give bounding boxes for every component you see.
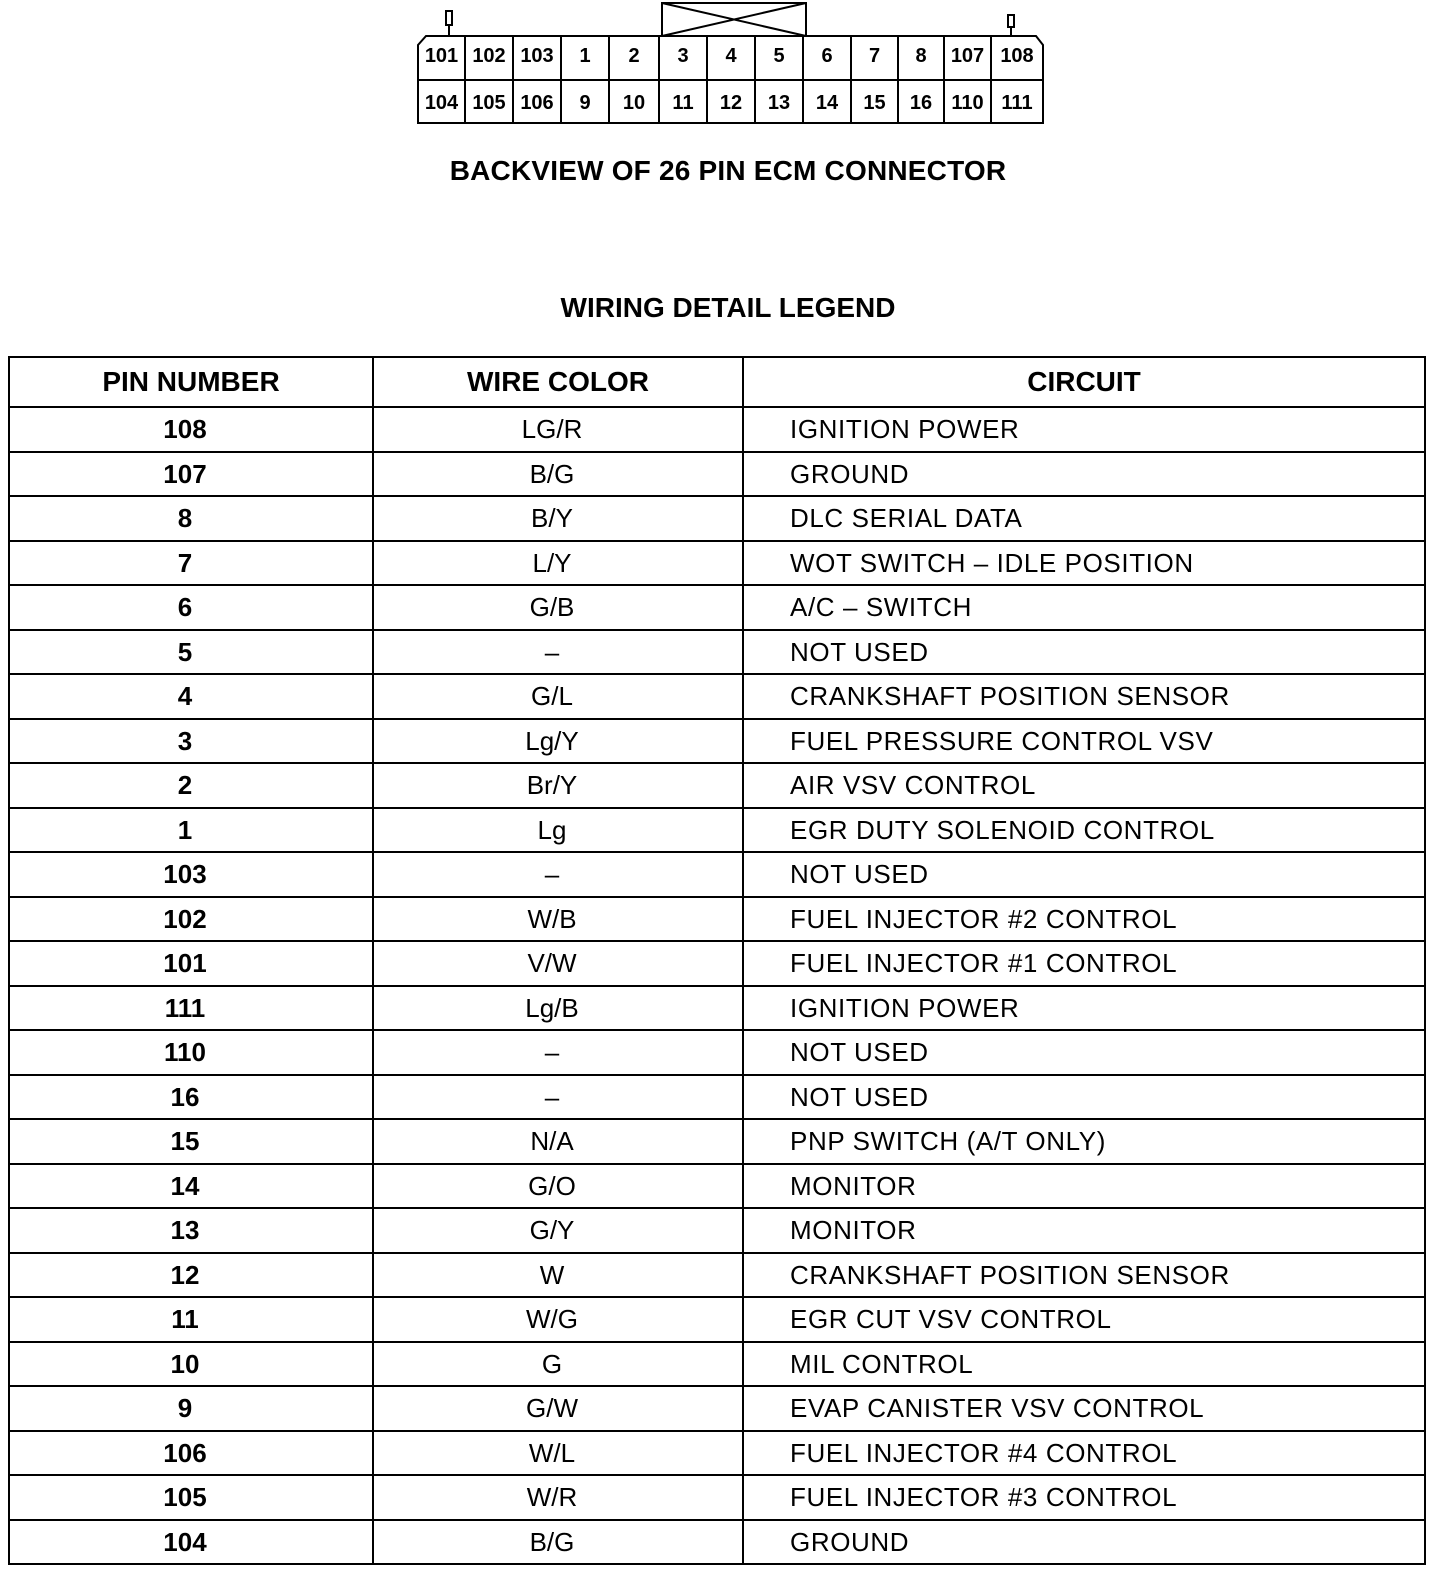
pin-label-top: 101 bbox=[424, 45, 459, 67]
table-row bbox=[9, 1386, 1425, 1431]
wire-color-cell: Lg bbox=[373, 808, 743, 853]
wire-color-cell: G/Y bbox=[373, 1208, 743, 1253]
circuit-cell: IGNITION POWER bbox=[743, 407, 1425, 452]
connector-caption: BACKVIEW OF 26 PIN ECM CONNECTOR bbox=[449, 155, 1007, 186]
circuit-cell: WOT SWITCH – IDLE POSITION bbox=[743, 541, 1425, 586]
circuit-cell: MONITOR bbox=[743, 1208, 1425, 1253]
table-row bbox=[9, 1075, 1425, 1120]
wire-color-cell: G/W bbox=[373, 1386, 743, 1431]
wire-color-cell: W/B bbox=[373, 897, 743, 942]
pin-label-top: 6 bbox=[821, 45, 833, 67]
circuit-cell: DLC SERIAL DATA bbox=[743, 496, 1425, 541]
pin-number-cell: 110 bbox=[9, 1030, 373, 1075]
pin-number-cell: 4 bbox=[9, 674, 373, 719]
wire-color-cell: B/G bbox=[373, 452, 743, 497]
circuit-cell: FUEL INJECTOR #1 CONTROL bbox=[743, 941, 1425, 986]
pin-number-cell: 13 bbox=[9, 1208, 373, 1253]
pin-number-cell: 11 bbox=[9, 1297, 373, 1342]
connector-tab-right bbox=[1008, 15, 1014, 27]
pin-number-cell: 16 bbox=[9, 1075, 373, 1120]
column-header-circuit: CIRCUIT bbox=[743, 357, 1425, 407]
pin-number-cell: 15 bbox=[9, 1119, 373, 1164]
circuit-cell: FUEL INJECTOR #4 CONTROL bbox=[743, 1431, 1425, 1476]
pin-number-cell: 104 bbox=[9, 1520, 373, 1565]
pin-label-bottom: 16 bbox=[909, 92, 933, 114]
circuit-cell: IGNITION POWER bbox=[743, 986, 1425, 1031]
wire-color-cell: V/W bbox=[373, 941, 743, 986]
wiring-legend-table bbox=[8, 356, 1426, 1565]
column-header-wire-color: WIRE COLOR bbox=[373, 357, 743, 407]
pin-label-top: 1 bbox=[579, 45, 591, 67]
pin-label-bottom: 106 bbox=[520, 92, 554, 114]
pin-number-cell: 12 bbox=[9, 1253, 373, 1298]
wire-color-cell: Lg/B bbox=[373, 986, 743, 1031]
wire-color-cell: LG/R bbox=[373, 407, 743, 452]
pin-number-cell: 108 bbox=[9, 407, 373, 452]
circuit-cell: AIR VSV CONTROL bbox=[743, 763, 1425, 808]
pin-label-bottom: 111 bbox=[1001, 92, 1033, 114]
pin-number-cell: 101 bbox=[9, 941, 373, 986]
legend-title: WIRING DETAIL LEGEND bbox=[560, 292, 896, 323]
wire-color-cell: G/B bbox=[373, 585, 743, 630]
circuit-cell: MONITOR bbox=[743, 1164, 1425, 1209]
circuit-cell: GROUND bbox=[743, 452, 1425, 497]
circuit-cell: EVAP CANISTER VSV CONTROL bbox=[743, 1386, 1425, 1431]
pin-label-bottom: 14 bbox=[815, 92, 839, 114]
table-row bbox=[9, 941, 1425, 986]
table-row bbox=[9, 719, 1425, 764]
table-row bbox=[9, 1164, 1425, 1209]
wire-color-cell: – bbox=[373, 630, 743, 675]
table-row bbox=[9, 1520, 1425, 1565]
table-row bbox=[9, 674, 1425, 719]
table-row bbox=[9, 630, 1425, 675]
table-row bbox=[9, 1253, 1425, 1298]
table-row bbox=[9, 407, 1425, 452]
table-row bbox=[9, 585, 1425, 630]
circuit-cell: FUEL INJECTOR #2 CONTROL bbox=[743, 897, 1425, 942]
wire-color-cell: N/A bbox=[373, 1119, 743, 1164]
column-header-pin-number: PIN NUMBER bbox=[9, 357, 373, 407]
pin-number-cell: 2 bbox=[9, 763, 373, 808]
circuit-cell: NOT USED bbox=[743, 1075, 1425, 1120]
table-row bbox=[9, 852, 1425, 897]
pin-label-top: 103 bbox=[520, 45, 554, 67]
pin-number-cell: 9 bbox=[9, 1386, 373, 1431]
table-row bbox=[9, 1297, 1425, 1342]
pin-label-top: 102 bbox=[472, 45, 506, 67]
circuit-cell: NOT USED bbox=[743, 630, 1425, 675]
wire-color-cell: Br/Y bbox=[373, 763, 743, 808]
pin-number-cell: 111 bbox=[9, 986, 373, 1031]
table-row bbox=[9, 1208, 1425, 1253]
pin-number-cell: 3 bbox=[9, 719, 373, 764]
circuit-cell: FUEL INJECTOR #3 CONTROL bbox=[743, 1475, 1425, 1520]
wire-color-cell: W/L bbox=[373, 1431, 743, 1476]
circuit-cell: NOT USED bbox=[743, 1030, 1425, 1075]
pin-number-cell: 107 bbox=[9, 452, 373, 497]
connector-tab-left bbox=[446, 11, 452, 25]
connector-diagram bbox=[0, 0, 1456, 130]
pin-number-cell: 106 bbox=[9, 1431, 373, 1476]
table-row bbox=[9, 763, 1425, 808]
table-row bbox=[9, 1475, 1425, 1520]
connector-bottom-row bbox=[425, 92, 1033, 114]
circuit-cell: CRANKSHAFT POSITION SENSOR bbox=[743, 674, 1425, 719]
wire-color-cell: B/G bbox=[373, 1520, 743, 1565]
pin-number-cell: 7 bbox=[9, 541, 373, 586]
pin-label-top: 3 bbox=[677, 45, 689, 67]
table-row bbox=[9, 1431, 1425, 1476]
pin-label-bottom: 105 bbox=[472, 92, 506, 114]
wire-color-cell: W bbox=[373, 1253, 743, 1298]
connector-top-row bbox=[425, 45, 1034, 67]
pin-label-bottom: 110 bbox=[951, 92, 984, 114]
pin-label-top: 8 bbox=[915, 45, 927, 67]
wire-color-cell: Lg/Y bbox=[373, 719, 743, 764]
pin-label-bottom: 13 bbox=[767, 92, 791, 114]
pin-label-bottom: 11 bbox=[672, 92, 694, 114]
wire-color-cell: G bbox=[373, 1342, 743, 1387]
pin-label-top: 4 bbox=[725, 45, 737, 67]
wire-color-cell: B/Y bbox=[373, 496, 743, 541]
pin-label-top: 2 bbox=[628, 45, 640, 67]
circuit-cell: MIL CONTROL bbox=[743, 1342, 1425, 1387]
wire-color-cell: G/L bbox=[373, 674, 743, 719]
table-row bbox=[9, 1342, 1425, 1387]
pin-number-cell: 103 bbox=[9, 852, 373, 897]
pin-number-cell: 8 bbox=[9, 496, 373, 541]
pin-number-cell: 102 bbox=[9, 897, 373, 942]
circuit-cell: FUEL PRESSURE CONTROL VSV bbox=[743, 719, 1425, 764]
pin-label-top: 5 bbox=[773, 45, 785, 67]
wire-color-cell: L/Y bbox=[373, 541, 743, 586]
wire-color-cell: G/O bbox=[373, 1164, 743, 1209]
circuit-cell: EGR CUT VSV CONTROL bbox=[743, 1297, 1425, 1342]
pin-label-top: 7 bbox=[868, 45, 881, 67]
wire-color-cell: W/R bbox=[373, 1475, 743, 1520]
pin-number-cell: 105 bbox=[9, 1475, 373, 1520]
circuit-cell: PNP SWITCH (A/T ONLY) bbox=[743, 1119, 1425, 1164]
pin-label-top: 107 bbox=[950, 45, 985, 67]
circuit-cell: EGR DUTY SOLENOID CONTROL bbox=[743, 808, 1425, 853]
pin-label-bottom: 15 bbox=[863, 92, 886, 114]
wire-color-cell: – bbox=[373, 1030, 743, 1075]
table-row bbox=[9, 986, 1425, 1031]
wire-color-cell: – bbox=[373, 1075, 743, 1120]
table-row bbox=[9, 452, 1425, 497]
pin-label-bottom: 10 bbox=[622, 92, 646, 114]
pin-label-bottom: 9 bbox=[579, 92, 591, 114]
table-row bbox=[9, 1030, 1425, 1075]
circuit-cell: CRANKSHAFT POSITION SENSOR bbox=[743, 1253, 1425, 1298]
table-header-row bbox=[9, 357, 1425, 407]
table-row bbox=[9, 808, 1425, 853]
wire-color-cell: W/G bbox=[373, 1297, 743, 1342]
pin-number-cell: 6 bbox=[9, 585, 373, 630]
circuit-cell: NOT USED bbox=[743, 852, 1425, 897]
pin-label-top: 108 bbox=[1000, 45, 1034, 67]
table-row bbox=[9, 1119, 1425, 1164]
table-row bbox=[9, 897, 1425, 942]
table-body bbox=[9, 407, 1425, 1564]
pin-number-cell: 14 bbox=[9, 1164, 373, 1209]
pin-number-cell: 5 bbox=[9, 630, 373, 675]
circuit-cell: A/C – SWITCH bbox=[743, 585, 1425, 630]
circuit-cell: GROUND bbox=[743, 1520, 1425, 1565]
table-row bbox=[9, 541, 1425, 586]
table-row bbox=[9, 496, 1425, 541]
wire-color-cell: – bbox=[373, 852, 743, 897]
pin-number-cell: 1 bbox=[9, 808, 373, 853]
pin-number-cell: 10 bbox=[9, 1342, 373, 1387]
pin-label-bottom: 12 bbox=[719, 92, 743, 114]
pin-label-bottom: 104 bbox=[424, 92, 459, 114]
